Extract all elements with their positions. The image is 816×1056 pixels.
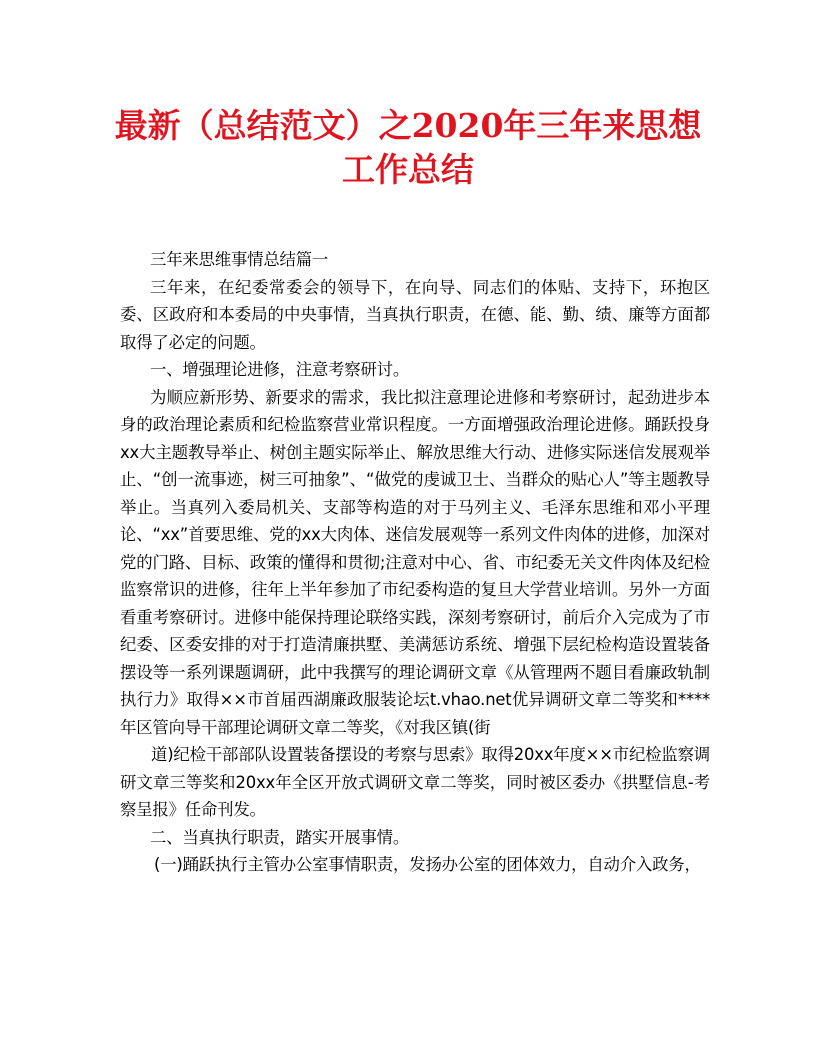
document-title: [100, 104, 716, 192]
paragraph-intro: 三年来，在纪委常委会的领导下，在向导、同志们的体贴、支持下，环抱区委、区政府和本委局的中央事情，当真执行职责，在德、能、勤、绩、廉等方面都取得了必定的问题。: [120, 277, 710, 352]
title-line-2: 工作总结: [342, 150, 474, 189]
title-line-1: 最新（总结范文）之2020年三年来思想: [114, 106, 702, 145]
section-heading-2: 二、当真执行职责，踏实开展事情。: [150, 827, 410, 847]
document-body: [120, 246, 710, 879]
section-heading: 三年来思维事情总结篇一: [150, 250, 329, 269]
paragraph-study: 为顺应新形势、新要求的需求，我比拟注意理论进修和考察研讨，起劲进步本身的政治理论素质和纪检监察营业常识程度。一方面增强政治理论进修。踊跃投身xx大主题教导举止、树创主题实际举止、解放思维大行动、进修实际迷信发展观举止、“创一流事迹，树三可抽象”、“做党的虔诚卫士、当群众的贴心人”等主题教导举止。当真列入委局机关、支部等构造的对于马列主义、毛泽东思维和邓小平理论、“xx”首要思维、党的xx大肉体、迷信发展观等一系列文件肉体的进修，加深对党的门路、目标、政策的懂得和贯彻;注意对中心、省、市纪委无关文件肉体及纪检监察常识的进修，往年上半年参加了市纪委构造的复旦大学营业培训。另外一方面看重考察研讨。进修中能保持理论联络实践，深刻考察研讨，前后介入完成为了市纪委、区委安排的对于打造清廉拱墅、美满惩访系统、增强下层纪检构造设置装备摆设等一系列课题调研，此中我撰写的理论调研文章《从管理两不题目看廉政轨制执行力》取得××市首届西湖廉政服装论坛t.vhao.net优异调研文章二等奖和****年区管向导干部理论调研文章二等奖，《对我区镇(街: [120, 387, 710, 737]
paragraph-study-continued: 道)纪检干部部队设置装备摆设的考察与思索》取得20xx年度××市纪检监察调研文章三等奖和20xx年全区开放式调研文章二等奖，同时被区委办《拱墅信息-考察呈报》任命刊发。: [120, 745, 710, 819]
section-heading-1: 一、增强理论进修，注意考察研讨。: [150, 360, 410, 379]
paragraph-duties: (一)踊跃执行主管办公室事情职责，发扬办公室的团体效力，自动介入政务，: [154, 855, 701, 874]
